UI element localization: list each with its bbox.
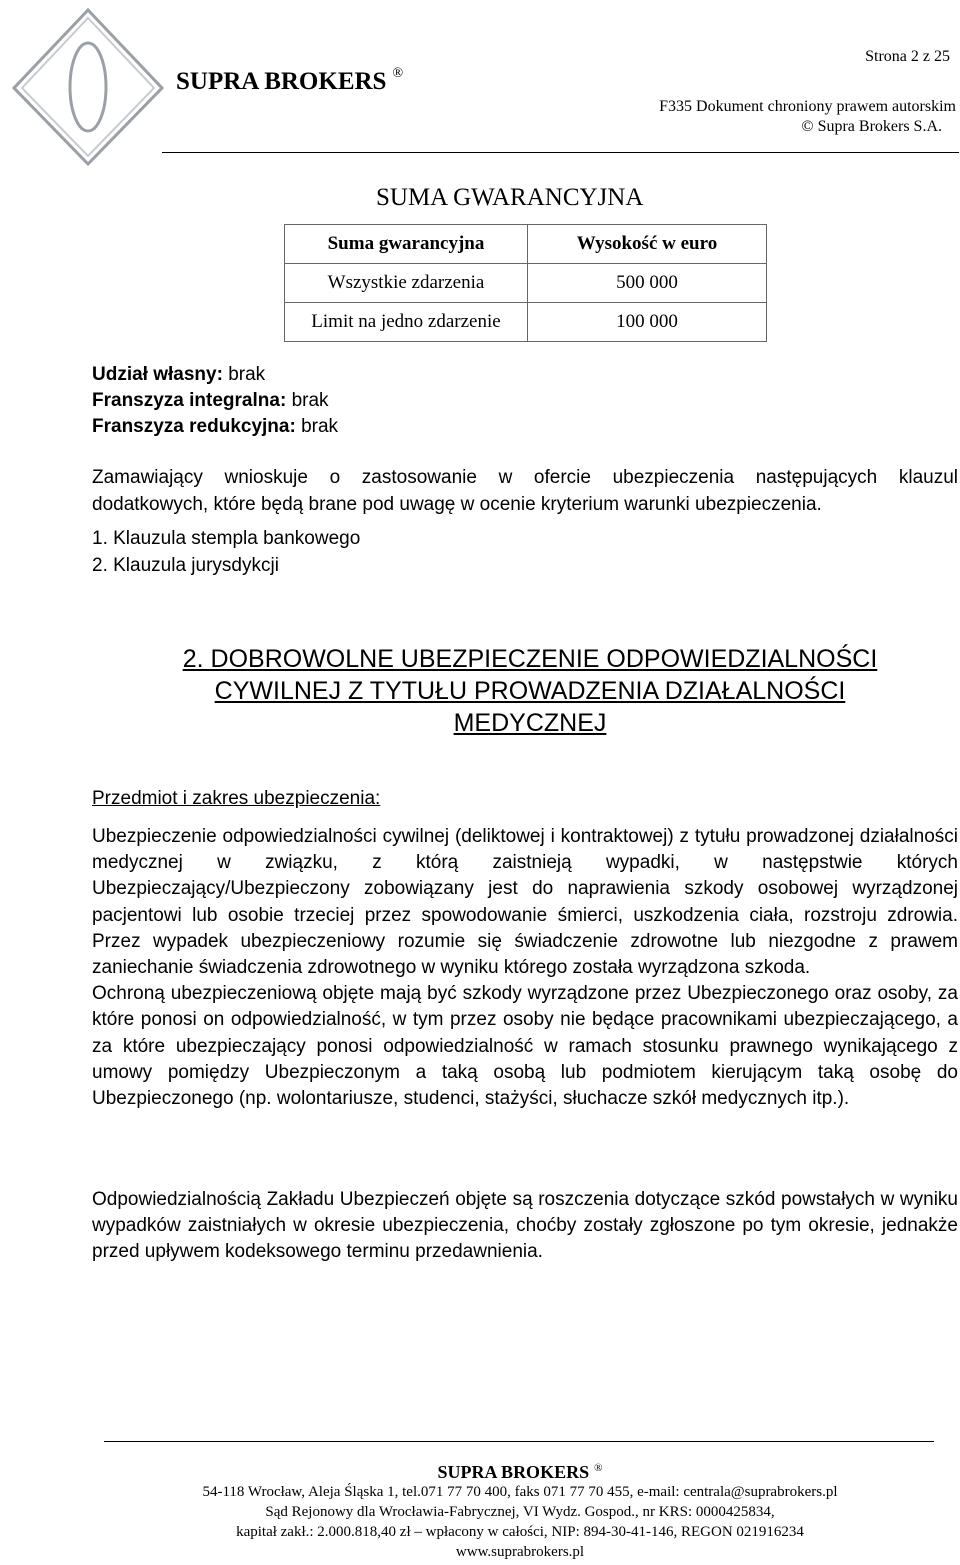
- reduction-franchise-label: Franszyza redukcyjna:: [92, 416, 296, 437]
- own-share-line: [92, 364, 265, 386]
- clause-item: 1. Klauzula stempla bankowego: [92, 528, 361, 549]
- page-number: Strona 2 z 25: [865, 48, 950, 65]
- paragraph: Ochroną ubezpieczeniową objęte mają być szkody wyrządzone przez Ubezpieczonego oraz osoby, za które ponosi on odpowiedzialność, w tym przez osoby nie będące pracownikami ubezpieczającego, a za które ubezpieczający ponosi odpowiedzialność w ramach stosunku prawnego wynikającego z umowy pomiędzy Ubezpieczonym a taką osobą lub podmiotem kierującym taką osobę do Ubezpieczonego (np. wolontariusze, studenci, stażyści, słuchacze szkół medycznych itp.).: [92, 983, 958, 1110]
- clauses-intro-line-1: Zamawiający wnioskuje o zastosowanie w ofercie ubezpieczenia następujących klauzul: [92, 467, 958, 488]
- integral-franchise-label: Franszyza integralna:: [92, 390, 287, 411]
- table-header-cell: Wysokość w euro: [528, 225, 767, 264]
- own-share-label: Udział własny:: [92, 364, 223, 385]
- footer-court-registration: Sąd Rejonowy dla Wrocławia-Fabrycznej, VI Wydz. Gospod., nr KRS: 0000425834,: [265, 1504, 775, 1520]
- copyright-notice: © Supra Brokers S.A.: [801, 118, 942, 135]
- table-cell: Wszystkie zdarzenia: [285, 264, 528, 303]
- own-share-value: brak: [228, 364, 266, 385]
- clauses-intro-line-2: dodatkowych, które będą brane pod uwagę w ocenie kryterium warunki ubezpieczenia.: [92, 494, 822, 515]
- integral-franchise-line: [92, 390, 329, 412]
- section-heading-line: MEDYCZNEJ: [453, 709, 607, 737]
- supra-brokers-logo: [12, 8, 164, 166]
- section-title-guarantee: SUMA GWARANCYJNA: [376, 184, 644, 211]
- clause-item: 2. Klauzula jurysdykcji: [92, 555, 279, 576]
- footer-capital: kapitał zakł.: 2.000.818,40 zł – wpłacony w całości, NIP: 894-30-41-146, REGON 021916234: [236, 1524, 804, 1540]
- guarantee-table: [284, 224, 767, 342]
- paragraph: Ubezpieczenie odpowiedzialności cywilnej (deliktowej i kontraktowej) z tytułu prowadzonej działalności medycznej w związku, z którą zaistnieją wypadki, w następstwie których Ubezpieczający/Ubezpieczony zobowiązany jest do naprawienia szkody osobowej wyrządzonej pacjentowi lub osobie trzeciej przez spowodowanie śmierci, uszkodzenia ciała, rozstroju zdrowia. Przez wypadek ubezpieczeniowy rozumie się świadczenie zdrowotne lub niezgodne z prawem zaniechanie świadczenia zdrowotnego w wyniku którego została wyrządzona szkoda.: [92, 826, 958, 979]
- section-heading-liability: [90, 643, 960, 739]
- table-row: [285, 264, 767, 303]
- section-heading-line: 2. DOBROWOLNE UBEZPIECZENIE ODPOWIEDZIALNOŚCI: [182, 645, 878, 673]
- reduction-franchise-value: brak: [301, 416, 339, 437]
- footer-address: 54-118 Wrocław, Aleja Śląska 1, tel.071 77 70 400, faks 071 77 70 455, e-mail: centrala@suprabrokers.pl: [202, 1484, 838, 1500]
- table-row: [285, 303, 767, 342]
- header-divider: [162, 152, 959, 153]
- paragraph: Odpowiedzialnością Zakładu Ubezpieczeń objęte są roszczenia dotyczące szkód powstałych w wyniku wypadków zaistniałych w okresie ubezpieczenia, choćby zostały zgłoszone po tym okresie, jednakże przed upływem kodeksowego terminu przedawnienia.: [92, 1189, 958, 1263]
- document-id: F335 Dokument chroniony prawem autorskim: [659, 98, 956, 115]
- section-heading-line: CYWILNEJ Z TYTUŁU PROWADZENIA DZIAŁALNOŚCI: [214, 677, 846, 705]
- table-cell: Limit na jedno zdarzenie: [285, 303, 528, 342]
- reduction-franchise-line: [92, 416, 338, 438]
- footer-brand: SUPRA BROKERS ®: [437, 1462, 603, 1482]
- table-cell: 500 000: [528, 264, 767, 303]
- section-body: [92, 824, 958, 1112]
- table-header-row: [285, 225, 767, 264]
- header-brand: SUPRA BROKERS ®: [176, 66, 404, 95]
- footer-divider: [104, 1441, 934, 1442]
- table-cell: 100 000: [528, 303, 767, 342]
- footer-website[interactable]: www.suprabrokers.pl: [455, 1544, 585, 1560]
- section-body: [92, 1187, 958, 1266]
- integral-franchise-value: brak: [291, 390, 329, 411]
- table-header-cell: Suma gwarancyjna: [285, 225, 528, 264]
- subject-scope-heading: Przedmiot i zakres ubezpieczenia:: [92, 788, 381, 809]
